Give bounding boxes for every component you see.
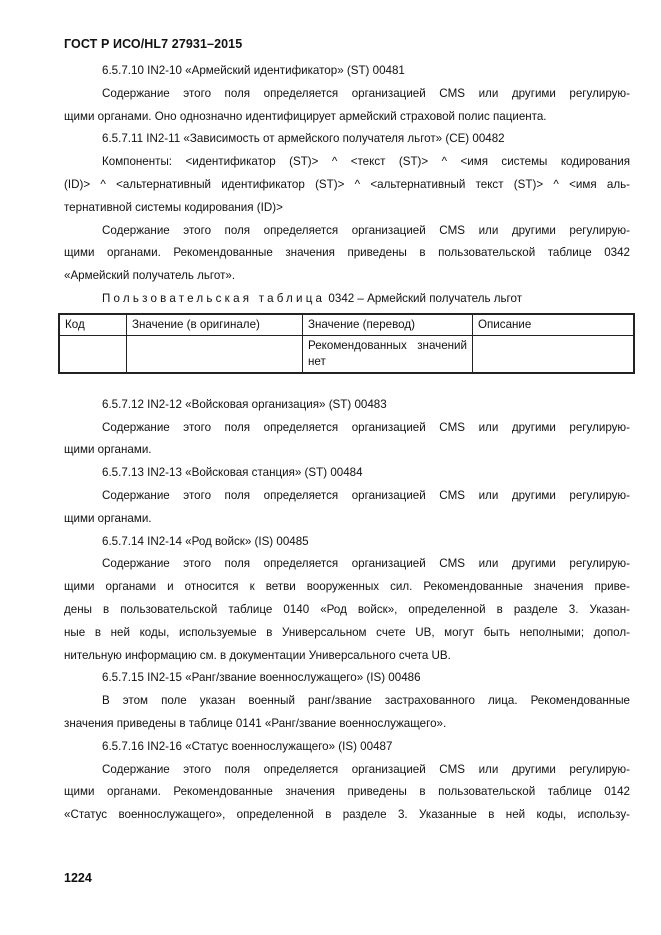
text-line: щими органами. Рекомендованные значения приведены в пользовательской таблице 0342 [64, 246, 630, 260]
text-line: «Армейский получатель льгот». [64, 269, 236, 283]
table-cell: Рекомендованных значений нет [303, 335, 473, 373]
section-heading: 6.5.7.13 IN2-13 «Войсковая станция» (ST) 00484 [102, 466, 363, 480]
text-line: Содержание этого поля определяется организацией CMS или другими регулирую- [102, 557, 630, 571]
table-caption [64, 288, 630, 311]
column-header-original-value: Значение (в оригинале) [127, 314, 303, 336]
text-line: В этом поле указан военный ранг/звание застрахованного лица. Рекомендованные [102, 694, 630, 708]
text-line: (ID)> ^ <альтернативный идентификатор (ST)> ^ <альтернативный текст (ST)> ^ <имя аль- [64, 177, 630, 191]
section-heading: 6.5.7.12 IN2-12 «Войсковая организация» (ST) 00483 [102, 397, 387, 411]
text-line: Содержание этого поля определяется организацией CMS или другими регулирую- [102, 86, 630, 100]
table-row [59, 335, 634, 373]
section-heading: 6.5.7.15 IN2-15 «Ранг/звание военнослужащего» (IS) 00486 [102, 671, 421, 685]
document-header: ГОСТ Р ИСО/HL7 27931–2015 [64, 37, 243, 51]
text-line: Содержание этого поля определяется организацией CMS или другими регулирую- [102, 420, 630, 434]
column-header-description: Описание [473, 314, 635, 336]
text-line: Содержание этого поля определяется организацией CMS или другими регулирую- [102, 762, 630, 776]
text-line: щими органами и относится к ветви вооруженных сил. Рекомендованные значения приве- [64, 580, 630, 594]
text-line: Содержание этого поля определяется организацией CMS или другими регулирую- [102, 223, 630, 237]
section-heading: 6.5.7.16 IN2-16 «Статус военнослужащего» (IS) 00487 [102, 739, 393, 753]
user-table-0342 [58, 313, 635, 374]
document-body [64, 60, 630, 827]
table-cell [473, 335, 635, 373]
text-line: нительную информацию см. в документации Универсального счета UB. [64, 648, 451, 662]
section-heading: 6.5.7.10 IN2-10 «Армейский идентификатор» (ST) 00481 [102, 64, 405, 77]
column-header-translated-value: Значение (перевод) [303, 314, 473, 336]
text-line: Содержание этого поля определяется организацией CMS или другими регулирую- [102, 488, 630, 502]
text-line: ные в ней коды, используемые в Универсальном счете UB, могут быть неполными; допол- [64, 625, 630, 639]
text-line: дены в пользовательской таблице 0140 «Род войск», определенной в разделе 3. Указан- [64, 602, 630, 616]
text-line: щими органами. Оно однозначно идентифицирует армейский страховой полис пациента. [64, 109, 547, 123]
text-line: щими органами. [64, 443, 152, 457]
table-cell [127, 335, 303, 373]
text-line: щими органами. Рекомендованные значения приведены в пользовательской таблице 0142 [64, 785, 630, 799]
text-line: тернативной системы кодирования (ID)> [64, 200, 283, 214]
section-heading: 6.5.7.11 IN2-11 «Зависимость от армейского получателя льгот» (CE) 00482 [102, 132, 505, 146]
text-line: «Статус военнослужащего», определенной в разделе 3. Указанные в ней коды, использу- [64, 808, 630, 822]
text-line: значения приведены в таблице 0141 «Ранг/звание военнослужащего». [64, 716, 447, 730]
text-line: щими органами. [64, 511, 152, 525]
page-number: 1224 [64, 871, 92, 885]
column-header-code: Код [59, 314, 127, 336]
table-caption-title: 0342 – Армейский получатель льгот [328, 291, 523, 305]
table-caption-label: Пользовательская таблица [102, 291, 326, 305]
section-heading: 6.5.7.14 IN2-14 «Род войск» (IS) 00485 [102, 534, 309, 548]
table-header-row [59, 314, 634, 336]
table-cell [59, 335, 127, 373]
text-line: Компоненты: <идентификатор (ST)> ^ <текст (ST)> ^ <имя системы кодирования [102, 155, 630, 169]
